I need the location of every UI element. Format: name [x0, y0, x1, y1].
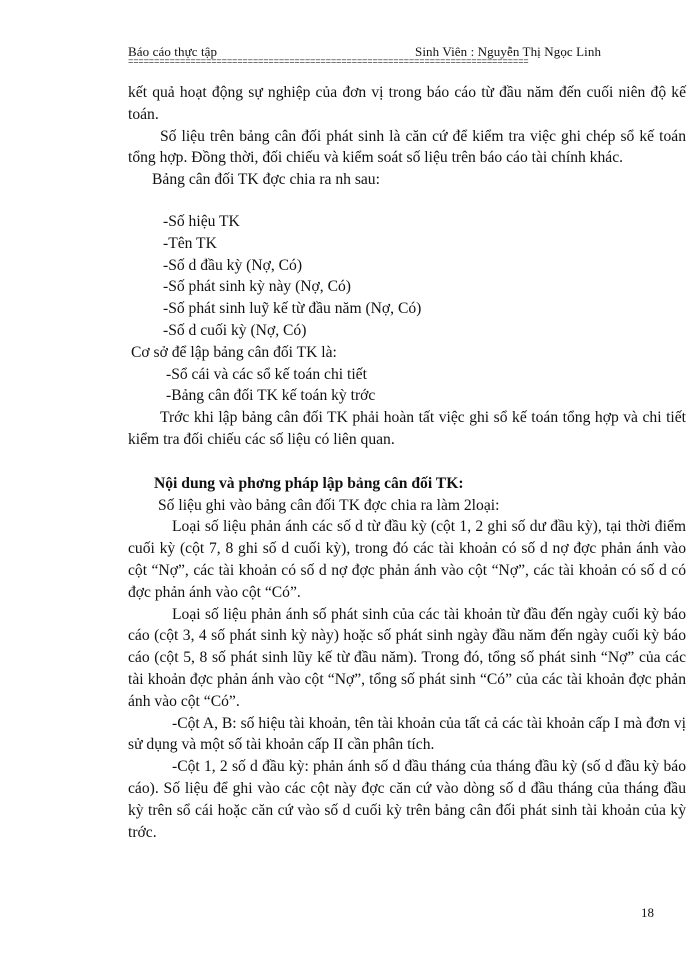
paragraph-2: Số liệu trên bảng cân đối phát sinh là căn cứ để kiểm tra việc ghi chép sổ kế toán tổng hợp. Đồng thời, đối chiếu và kiểm soát số liệu trên báo cáo tài chính khác.	[128, 127, 686, 167]
section-heading: Nội dung và phơng pháp lập bảng cân đối TK:	[154, 474, 464, 492]
paragraph-4: Cơ sở để lập bảng cân đối TK là:	[131, 343, 337, 361]
paragraph-7: Loại số liệu phản ánh các số d từ đầu kỳ (cột 1, 2 ghi số dư đầu kỳ), tại thời điểm cuối kỳ (cột 7, 8 ghi số d cuối kỳ), trong đó các tài khoản có số d nợ đợc phản ánh vào cột “Nợ”, các tài khoản có số d nợ đợc phản ánh vào cột “Nợ”, các tài khoản có số d có đợc phản ánh vào cột “Có”.	[128, 518, 686, 601]
page-number: 18	[641, 905, 654, 920]
paragraph-9: -Cột A, B: số hiệu tài khoản, tên tài khoản của tất cả các tài khoản cấp I mà đơn vị sử dụng và một số tài khoản cấp II cần phân tích.	[128, 714, 686, 754]
header-left: Báo cáo thực tập	[128, 44, 218, 59]
list-item: -Số d đầu kỳ (Nợ, Có)	[163, 256, 303, 274]
list-item: -Sổ cái và các sổ kế toán chi tiết	[166, 365, 367, 383]
list-item: -Số hiệu TK	[163, 212, 240, 230]
document-body	[128, 82, 686, 843]
paragraph-5: Trớc khi lập bảng cân đối TK phải hoàn tất việc ghi sổ kế toán tổng hợp và chi tiết kiểm tra đối chiếu các số liệu có liên quan.	[128, 409, 686, 448]
paragraph-10: -Cột 1, 2 số d đầu kỳ: phản ánh số d đầu tháng của tháng đầu kỳ (số d đầu kỳ báo cáo). Số liệu để ghi vào các cột này đợc căn cứ vào dòng số d đầu tháng của tháng đầu kỳ trên sổ cái hoặc căn cứ vào số d cuối kỳ trên bảng cân đối phát sinh tài khoản của kỳ trớc.	[128, 758, 686, 841]
header-rule: =============================================================================	[128, 58, 529, 66]
paragraph-8: Loại số liệu phản ánh số phát sinh của các tài khoản từ đầu đến ngày cuối kỳ báo cáo (cột 3, 4 số phát sinh kỳ này) hoặc số phát sinh ngày đầu năm đến ngày cuối kỳ báo cáo (cột 5, 8 số phát sinh lũy kế từ đầu năm). Trong đó, tổng số phát sinh “Nợ” của các tài khoản đợc phản ánh vào cột “Nợ”, tổng số phát sinh “Có” của các tài khoản đợc phản ánh vào cột “Có”.	[128, 605, 686, 710]
paragraph-3: Bảng cân đối TK đợc chia ra nh sau:	[152, 171, 380, 189]
header-right: Sinh Viên : Nguyễn Thị Ngọc Linh	[415, 44, 602, 59]
list-item: -Số phát sinh kỳ này (Nợ, Có)	[163, 278, 351, 296]
paragraph-6: Số liệu ghi vào bảng cân đối TK đợc chia ra làm 2loại:	[158, 496, 500, 514]
list-item: -Bảng cân đối TK kế toán kỳ trớc	[166, 387, 376, 405]
list-item: -Số phát sinh luỹ kế từ đầu năm (Nợ, Có)	[163, 300, 422, 318]
list-item: -Tên TK	[163, 234, 217, 252]
paragraph-1: kết quả hoạt động sự nghiệp của đơn vị trong báo cáo từ đầu năm đến cuối niên độ kế toán.	[128, 84, 686, 123]
list-item: -Số d cuối kỳ (Nợ, Có)	[163, 321, 307, 339]
